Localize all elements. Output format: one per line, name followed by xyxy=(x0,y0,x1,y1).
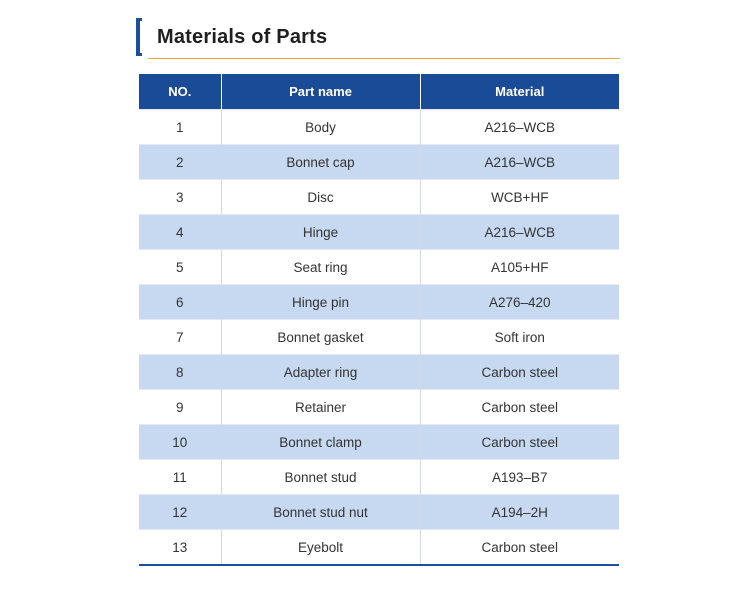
row-no: 12 xyxy=(139,495,221,530)
row-material: Carbon steel xyxy=(420,355,619,390)
row-part-name: Bonnet stud xyxy=(221,460,420,495)
row-no: 10 xyxy=(139,425,221,460)
row-material: A105+HF xyxy=(420,250,619,285)
row-part-name: Disc xyxy=(221,180,420,215)
title-underline xyxy=(148,58,620,59)
table-row xyxy=(139,110,619,145)
row-material: A193–B7 xyxy=(420,460,619,495)
table-row xyxy=(139,250,619,285)
row-part-name: Hinge xyxy=(221,215,420,250)
table-row xyxy=(139,460,619,495)
table-row xyxy=(139,320,619,355)
row-part-name: Seat ring xyxy=(221,250,420,285)
row-material: Carbon steel xyxy=(420,390,619,425)
row-no: 4 xyxy=(139,215,221,250)
table-row xyxy=(139,145,619,180)
table-row xyxy=(139,355,619,390)
row-material: WCB+HF xyxy=(420,180,619,215)
table-row xyxy=(139,495,619,530)
row-no: 11 xyxy=(139,460,221,495)
row-material: A276–420 xyxy=(420,285,619,320)
materials-table xyxy=(139,74,619,566)
row-no: 13 xyxy=(139,530,221,566)
row-part-name: Eyebolt xyxy=(221,530,420,566)
row-no: 8 xyxy=(139,355,221,390)
table-row xyxy=(139,530,619,566)
row-material: Carbon steel xyxy=(420,530,619,566)
section-header xyxy=(136,18,620,60)
row-material: A194–2H xyxy=(420,495,619,530)
row-material: A216–WCB xyxy=(420,110,619,145)
header-no: NO. xyxy=(139,74,221,110)
row-part-name: Adapter ring xyxy=(221,355,420,390)
table-row xyxy=(139,285,619,320)
row-part-name: Hinge pin xyxy=(221,285,420,320)
row-part-name: Bonnet stud nut xyxy=(221,495,420,530)
row-part-name: Bonnet cap xyxy=(221,145,420,180)
row-part-name: Retainer xyxy=(221,390,420,425)
row-material: A216–WCB xyxy=(420,215,619,250)
row-part-name: Bonnet gasket xyxy=(221,320,420,355)
table-row xyxy=(139,425,619,460)
row-material: Soft iron xyxy=(420,320,619,355)
row-no: 7 xyxy=(139,320,221,355)
header-material: Material xyxy=(420,74,619,110)
row-no: 2 xyxy=(139,145,221,180)
row-no: 1 xyxy=(139,110,221,145)
title-bracket-decoration xyxy=(136,18,142,56)
table-header-row xyxy=(139,74,619,110)
table-row xyxy=(139,215,619,250)
row-no: 5 xyxy=(139,250,221,285)
row-material: A216–WCB xyxy=(420,145,619,180)
header-part-name: Part name xyxy=(221,74,420,110)
table-row xyxy=(139,390,619,425)
row-material: Carbon steel xyxy=(420,425,619,460)
row-part-name: Bonnet clamp xyxy=(221,425,420,460)
table-row xyxy=(139,180,619,215)
row-no: 6 xyxy=(139,285,221,320)
row-part-name: Body xyxy=(221,110,420,145)
row-no: 9 xyxy=(139,390,221,425)
page-title: Materials of Parts xyxy=(157,26,328,48)
row-no: 3 xyxy=(139,180,221,215)
